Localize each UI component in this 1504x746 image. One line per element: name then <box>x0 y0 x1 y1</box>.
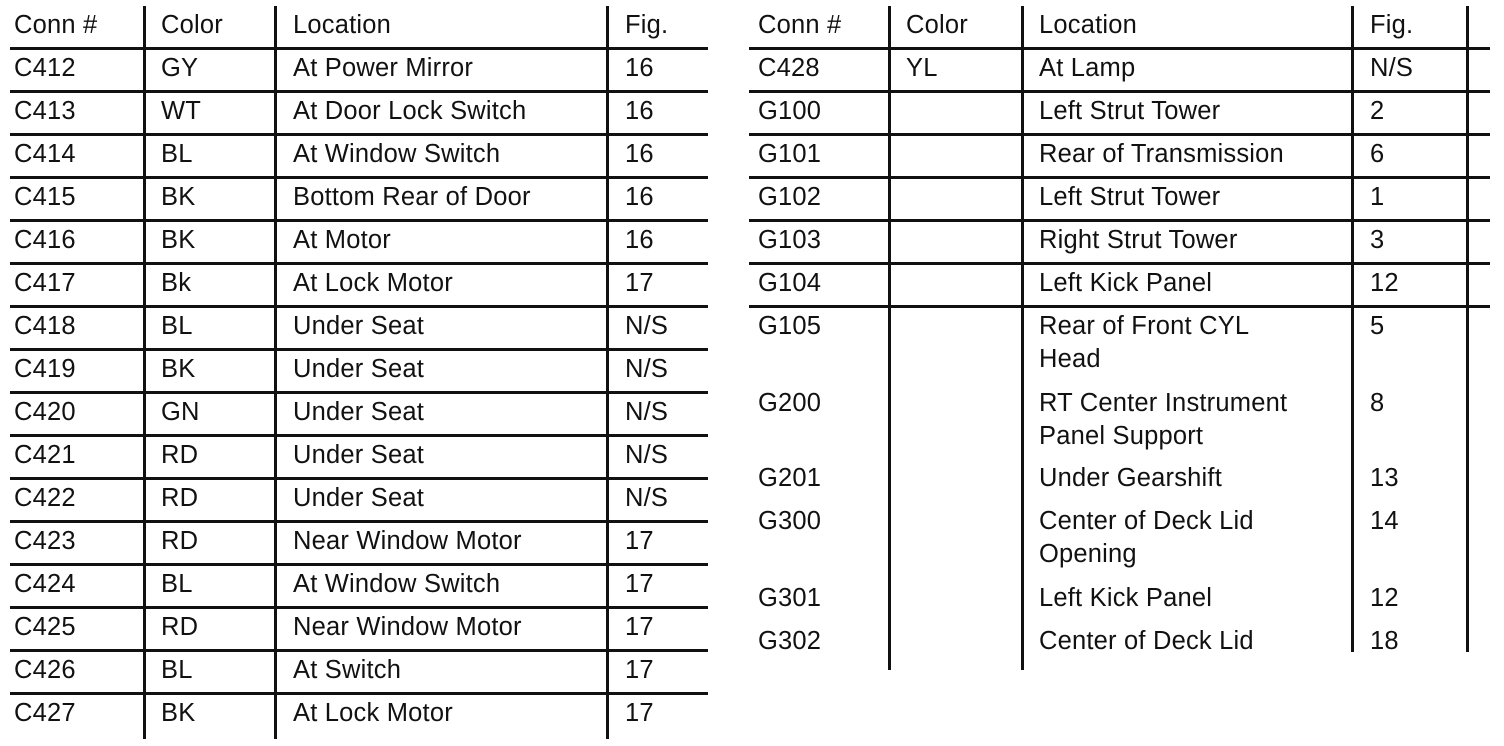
cell-color: GY <box>161 54 199 82</box>
cell-conn: C419 <box>14 355 76 383</box>
header-fig: Fig. <box>1370 11 1414 39</box>
cell-conn: C428 <box>758 54 820 82</box>
row-rule <box>749 219 1490 222</box>
header-color: Color <box>906 11 968 39</box>
cell-fig: N/S <box>625 312 669 340</box>
row-rule <box>10 434 708 437</box>
cell-conn: G300 <box>758 507 822 535</box>
cell-location: Under Seat <box>293 484 424 512</box>
cell-fig: 17 <box>625 656 654 684</box>
row-rule <box>10 649 708 652</box>
cell-color: BK <box>161 355 196 383</box>
cell-color: BK <box>161 699 196 727</box>
header-location: Location <box>1039 11 1138 39</box>
cell-location: At Lamp <box>1039 54 1136 82</box>
header-color: Color <box>161 11 223 39</box>
cell-fig: 17 <box>625 699 654 727</box>
column-rule <box>1021 6 1024 670</box>
cell-fig: 16 <box>625 226 654 254</box>
cell-location: At Switch <box>293 656 402 684</box>
row-rule <box>749 305 1490 308</box>
cell-color: BL <box>161 312 193 340</box>
cell-fig: N/S <box>625 398 669 426</box>
row-rule <box>10 520 708 523</box>
cell-fig: 17 <box>625 527 654 555</box>
cell-conn: G100 <box>758 97 822 125</box>
cell-fig: 14 <box>1370 507 1399 535</box>
row-rule <box>10 262 708 265</box>
cell-fig: 17 <box>625 613 654 641</box>
cell-conn: C422 <box>14 484 76 512</box>
cell-conn: C427 <box>14 699 76 727</box>
cell-conn: G104 <box>758 269 822 297</box>
right-connector-table <box>745 0 1491 746</box>
cell-location: Right Strut Tower <box>1039 226 1238 254</box>
row-rule <box>10 477 708 480</box>
cell-color: Bk <box>161 269 192 297</box>
cell-color: BK <box>161 226 196 254</box>
cell-conn: C420 <box>14 398 76 426</box>
cell-fig: 2 <box>1370 97 1385 125</box>
cell-location: Rear of Front CYL <box>1039 312 1250 340</box>
cell-location: Near Window Motor <box>293 613 522 641</box>
cell-conn: G102 <box>758 183 822 211</box>
cell-location: Under Seat <box>293 312 424 340</box>
cell-fig: 1 <box>1370 183 1385 211</box>
row-rule <box>10 563 708 566</box>
cell-color: GN <box>161 398 200 426</box>
cell-conn: C416 <box>14 226 76 254</box>
cell-conn: G302 <box>758 627 822 655</box>
row-rule <box>10 219 708 222</box>
row-rule <box>749 133 1490 136</box>
cell-conn: G103 <box>758 226 822 254</box>
cell-color: RD <box>161 527 199 555</box>
cell-conn: C413 <box>14 97 76 125</box>
column-rule <box>143 6 146 739</box>
header-location: Location <box>293 11 392 39</box>
cell-color: YL <box>906 54 938 82</box>
cell-conn: G201 <box>758 464 822 492</box>
row-rule <box>749 47 1490 50</box>
row-rule <box>749 176 1490 179</box>
column-rule <box>274 6 277 739</box>
cell-conn: G105 <box>758 312 822 340</box>
header-fig: Fig. <box>625 11 669 39</box>
cell-location: At Window Switch <box>293 570 501 598</box>
row-rule <box>10 391 708 394</box>
cell-location: Under Seat <box>293 355 424 383</box>
row-rule <box>10 305 708 308</box>
row-rule <box>749 90 1490 93</box>
cell-conn: C425 <box>14 613 76 641</box>
cell-fig: 12 <box>1370 269 1399 297</box>
cell-location: At Door Lock Switch <box>293 97 527 125</box>
cell-fig: 16 <box>625 183 654 211</box>
cell-location: Left Kick Panel <box>1039 584 1213 612</box>
cell-conn: C415 <box>14 183 76 211</box>
cell-location: At Lock Motor <box>293 699 453 727</box>
cell-location: Center of Deck Lid <box>1039 507 1254 535</box>
cell-color: BL <box>161 570 193 598</box>
cell-fig: 17 <box>625 570 654 598</box>
cell-location-line2: Opening <box>1039 540 1137 568</box>
row-rule <box>10 176 708 179</box>
cell-fig: N/S <box>625 355 669 383</box>
cell-fig: 6 <box>1370 140 1385 168</box>
row-rule <box>10 606 708 609</box>
cell-fig: 8 <box>1370 389 1385 417</box>
cell-location: Left Strut Tower <box>1039 97 1221 125</box>
cell-fig: 17 <box>625 269 654 297</box>
cell-fig: 3 <box>1370 226 1385 254</box>
cell-location: At Lock Motor <box>293 269 453 297</box>
cell-conn: G101 <box>758 140 822 168</box>
cell-fig: 12 <box>1370 584 1399 612</box>
cell-color: BL <box>161 140 193 168</box>
cell-color: RD <box>161 484 199 512</box>
cell-color: RD <box>161 441 199 469</box>
column-rule <box>1351 6 1354 652</box>
cell-color: BL <box>161 656 193 684</box>
cell-location: At Power Mirror <box>293 54 474 82</box>
cell-conn: C426 <box>14 656 76 684</box>
cell-location: Left Kick Panel <box>1039 269 1213 297</box>
cell-fig: N/S <box>625 484 669 512</box>
cell-fig: 18 <box>1370 627 1399 655</box>
cell-conn: C423 <box>14 527 76 555</box>
cell-conn: C414 <box>14 140 76 168</box>
cell-location: Left Strut Tower <box>1039 183 1221 211</box>
column-rule <box>888 6 891 670</box>
row-rule <box>10 47 708 50</box>
row-rule <box>10 692 708 695</box>
cell-location: Near Window Motor <box>293 527 522 555</box>
row-rule <box>749 262 1490 265</box>
cell-conn: C424 <box>14 570 76 598</box>
cell-fig: 5 <box>1370 312 1385 340</box>
cell-conn: C418 <box>14 312 76 340</box>
cell-conn: C417 <box>14 269 76 297</box>
row-rule <box>10 90 708 93</box>
cell-conn: C421 <box>14 441 76 469</box>
left-connector-table <box>0 0 710 746</box>
row-rule <box>10 133 708 136</box>
cell-fig: N/S <box>625 441 669 469</box>
cell-fig: 16 <box>625 97 654 125</box>
cell-fig: N/S <box>1370 54 1414 82</box>
cell-fig: 16 <box>625 140 654 168</box>
cell-location: Under Seat <box>293 398 424 426</box>
cell-location: RT Center Instrument <box>1039 389 1288 417</box>
cell-location-line2: Head <box>1039 345 1101 373</box>
cell-location-line2: Panel Support <box>1039 422 1204 450</box>
column-rule <box>606 6 609 739</box>
cell-conn: G301 <box>758 584 822 612</box>
header-conn: Conn # <box>758 11 842 39</box>
cell-location: Rear of Transmission <box>1039 140 1284 168</box>
cell-color: RD <box>161 613 199 641</box>
cell-location: Under Gearshift <box>1039 464 1222 492</box>
cell-fig: 13 <box>1370 464 1399 492</box>
cell-location: At Window Switch <box>293 140 501 168</box>
cell-color: WT <box>161 97 202 125</box>
cell-conn: G200 <box>758 389 822 417</box>
row-rule <box>10 348 708 351</box>
cell-location: Bottom Rear of Door <box>293 183 531 211</box>
cell-location: At Motor <box>293 226 391 254</box>
cell-fig: 16 <box>625 54 654 82</box>
cell-conn: C412 <box>14 54 76 82</box>
cell-location: Under Seat <box>293 441 424 469</box>
column-rule <box>1466 6 1469 652</box>
header-conn: Conn # <box>14 11 98 39</box>
cell-location: Center of Deck Lid <box>1039 627 1254 655</box>
cell-color: BK <box>161 183 196 211</box>
